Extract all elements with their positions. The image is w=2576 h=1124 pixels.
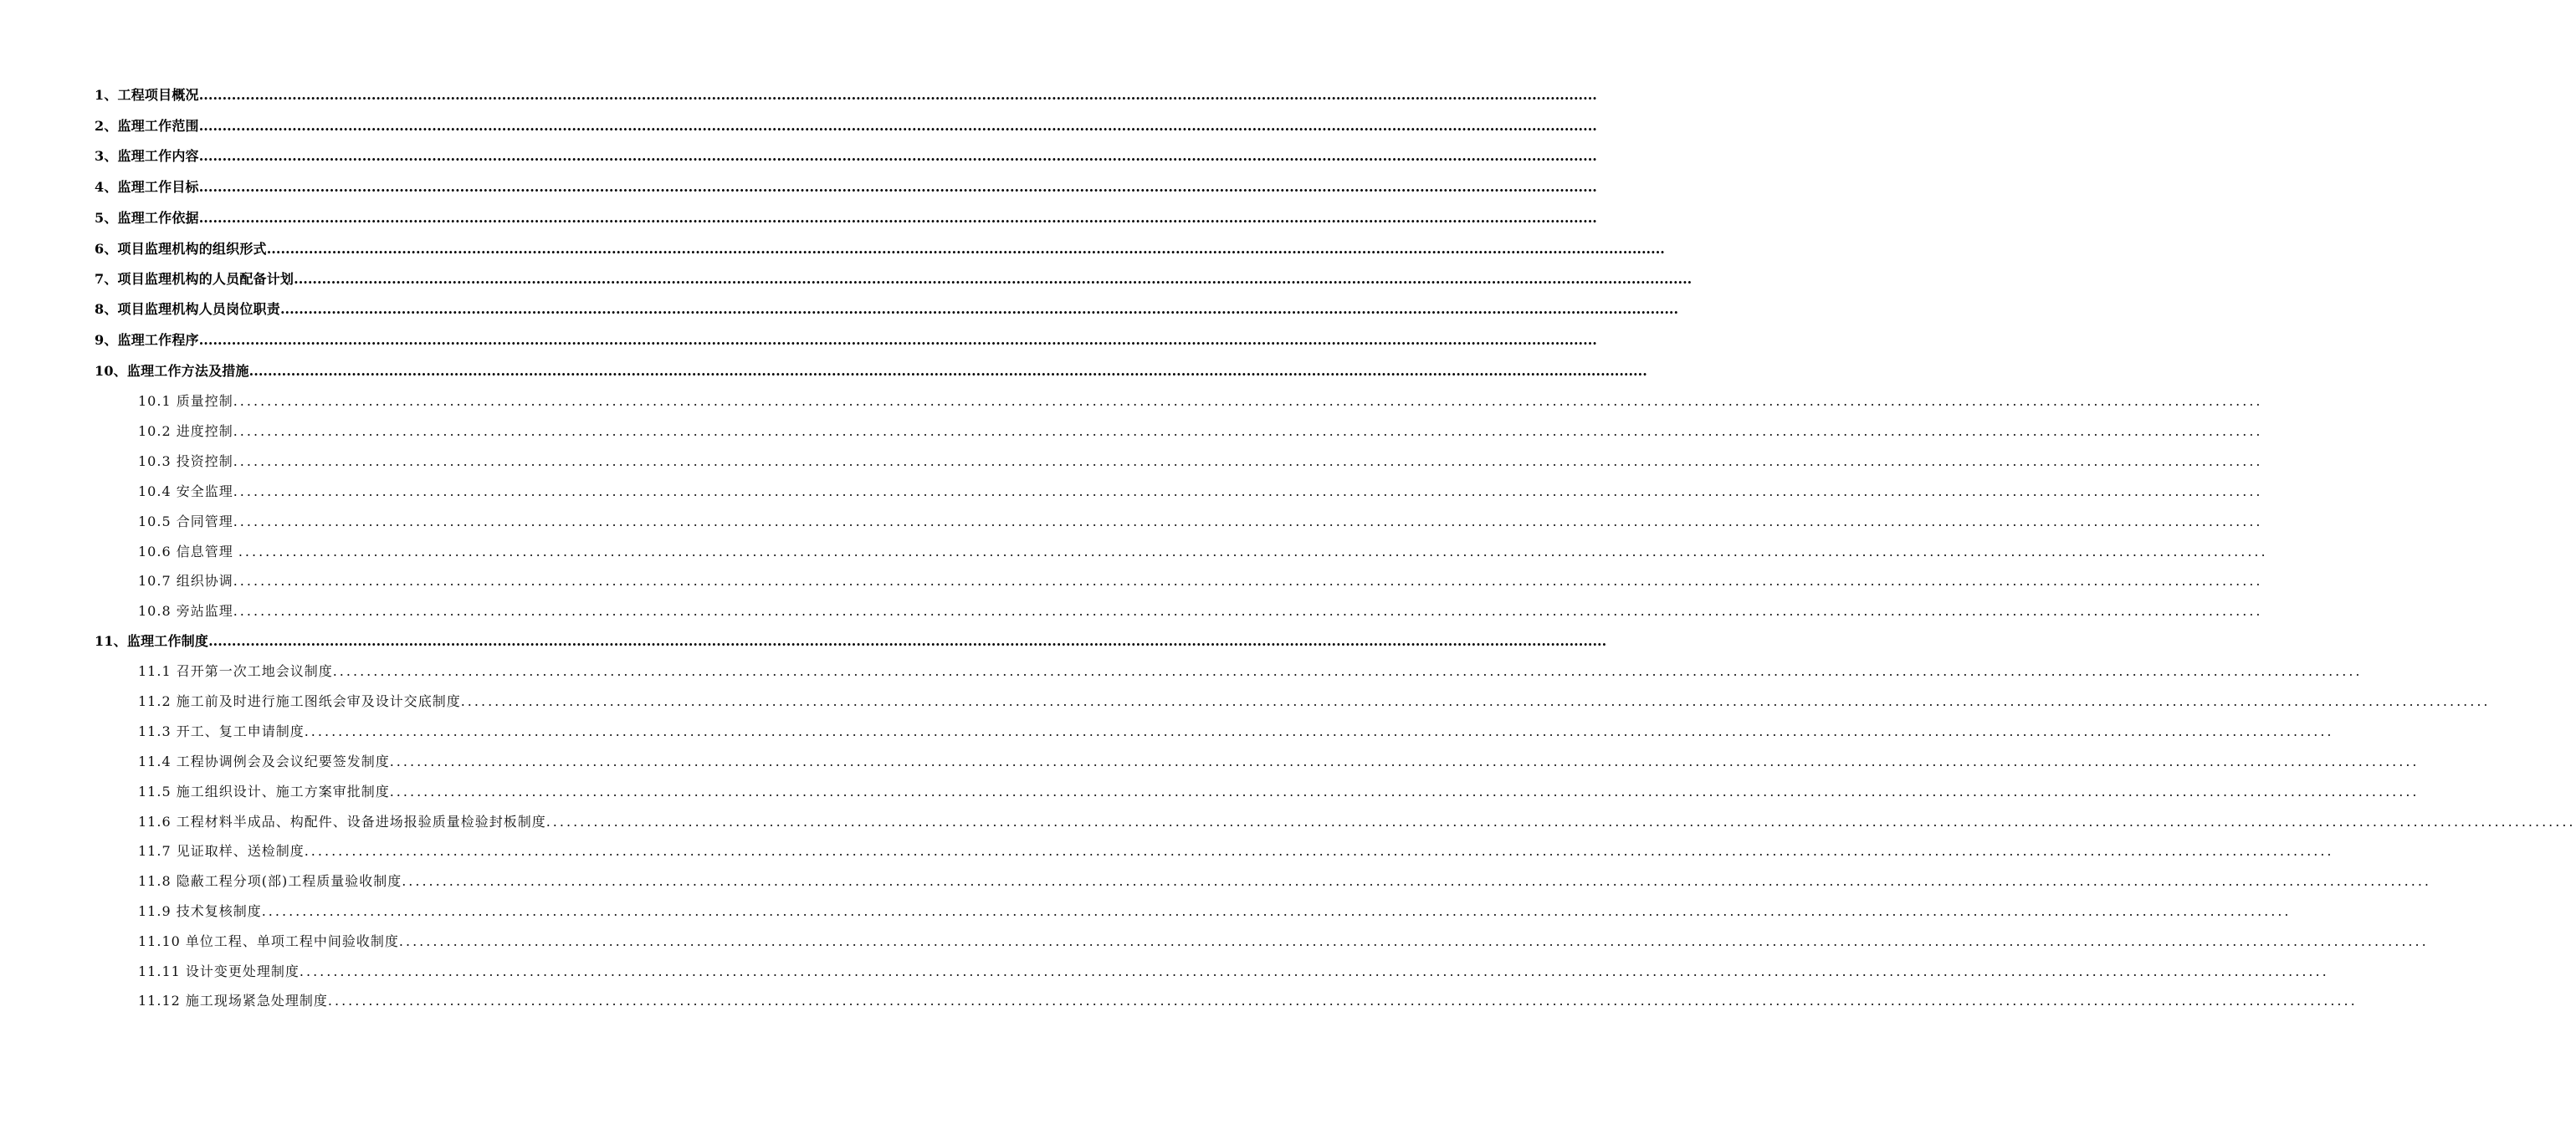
dot-leader: ............................................................................................................................................................................................................................................................................................................ <box>198 179 1597 195</box>
toc-sub-item[interactable] <box>138 961 2329 983</box>
toc-item-text: 2、监理工作范围 <box>95 118 199 134</box>
dot-leader: ............................................................................................................................................................................................................................................................................................................ <box>327 993 2358 1009</box>
toc-item-text: 10.8 旁站监理 <box>138 603 233 619</box>
toc-item-text: 11.12 施工现场紧急处理制度 <box>138 993 328 1009</box>
toc-sub-item[interactable] <box>138 481 2263 503</box>
dot-leader: ............................................................................................................................................................................................................................................................................................................ <box>233 603 2263 619</box>
toc-item-text: 10.7 组织协调 <box>138 573 233 589</box>
dot-leader: ............................................................................................................................................................................................................................................................................................................ <box>402 873 2431 889</box>
toc-item-text: 3、监理工作内容 <box>95 148 199 164</box>
toc-main-item[interactable] <box>95 631 1607 652</box>
dot-leader: ............................................................................................................................................................................................................................................................................................................ <box>398 933 2429 949</box>
toc-sub-item[interactable] <box>138 661 2363 682</box>
toc-sub-item[interactable] <box>138 840 2334 862</box>
dot-leader: ............................................................................................................................................................................................................................................................................................................ <box>233 453 2263 469</box>
toc-item-text: 10.4 安全监理 <box>138 483 233 499</box>
toc-sub-item[interactable] <box>138 871 2431 892</box>
dot-leader: ............................................................................................................................................................................................................................................................................................................ <box>460 693 2491 709</box>
toc-sub-item[interactable] <box>138 811 2576 833</box>
toc-main-item[interactable] <box>95 115 1597 137</box>
dot-leader: ............................................................................................................................................................................................................................................................................................................ <box>208 633 1607 649</box>
toc-sub-item[interactable] <box>138 751 2420 773</box>
toc-sub-item[interactable] <box>138 600 2263 622</box>
toc-main-item[interactable] <box>95 299 1679 320</box>
dot-leader: ............................................................................................................................................................................................................................................................................................................ <box>389 754 2420 769</box>
toc-item-text: 11.9 技术复核制度 <box>138 903 262 919</box>
toc-item-text: 11.7 见证取样、送检制度 <box>138 843 305 859</box>
toc-item-text: 11.6 工程材料半成品、构配件、设备进场报验质量检验封板制度 <box>138 814 546 830</box>
toc-sub-item[interactable] <box>138 541 2268 563</box>
dot-leader: ............................................................................................................................................................................................................................................................................................................ <box>198 87 1597 103</box>
toc-sub-item[interactable] <box>138 691 2491 713</box>
dot-leader: ............................................................................................................................................................................................................................................................................................................ <box>304 723 2334 739</box>
toc-item-text: 10.2 进度控制 <box>138 423 233 439</box>
toc-sub-item[interactable] <box>138 421 2263 442</box>
dot-leader: ............................................................................................................................................................................................................................................................................................................ <box>545 814 2576 830</box>
toc-item-text: 11.4 工程协调例会及会议纪要签发制度 <box>138 754 390 769</box>
toc-item-text: 5、监理工作依据 <box>95 210 199 226</box>
toc-main-item[interactable] <box>95 176 1597 198</box>
toc-main-item[interactable] <box>95 146 1597 167</box>
dot-leader: ............................................................................................................................................................................................................................................................................................................ <box>238 544 2268 559</box>
toc-main-item[interactable] <box>95 330 1597 351</box>
dot-leader: ............................................................................................................................................................................................................................................................................................................ <box>198 332 1597 348</box>
toc-main-item[interactable] <box>95 238 1665 260</box>
toc-item-text: 11.1 召开第一次工地会议制度 <box>138 663 333 679</box>
toc-item-text: 11.5 施工组织设计、施工方案审批制度 <box>138 784 390 800</box>
dot-leader: ............................................................................................................................................................................................................................................................................................................ <box>198 118 1597 134</box>
toc-item-text: 4、监理工作目标 <box>95 179 199 195</box>
dot-leader: ............................................................................................................................................................................................................................................................................................................ <box>389 784 2420 800</box>
toc-item-text: 1、工程项目概况 <box>95 87 199 103</box>
toc-item-text: 11.11 设计变更处理制度 <box>138 963 300 979</box>
dot-leader: ............................................................................................................................................................................................................................................................................................................ <box>299 963 2329 979</box>
toc-main-item[interactable] <box>95 268 1693 290</box>
dot-leader: ............................................................................................................................................................................................................................................................................................................ <box>233 393 2263 409</box>
dot-leader: ............................................................................................................................................................................................................................................................................................................ <box>332 663 2363 679</box>
toc-sub-item[interactable] <box>138 451 2263 473</box>
toc-item-text: 10.3 投资控制 <box>138 453 233 469</box>
toc-sub-item[interactable] <box>138 931 2429 953</box>
toc-item-text: 8、项目监理机构人员岗位职责 <box>95 301 280 317</box>
toc-item-text: 10.1 质量控制 <box>138 393 233 409</box>
toc-item-text: 6、项目监理机构的组织形式 <box>95 241 267 257</box>
toc-sub-item[interactable] <box>138 721 2334 743</box>
dot-leader: ............................................................................................................................................................................................................................................................................................................ <box>279 301 1679 317</box>
toc-item-text: 11.2 施工前及时进行施工图纸会审及设计交底制度 <box>138 693 461 709</box>
toc-item-text: 11.8 隐蔽工程分项(部)工程质量验收制度 <box>138 873 402 889</box>
dot-leader: ............................................................................................................................................................................................................................................................................................................ <box>261 903 2292 919</box>
toc-main-item[interactable] <box>95 360 1647 382</box>
dot-leader: ............................................................................................................................................................................................................................................................................................................ <box>266 241 1665 257</box>
dot-leader: ............................................................................................................................................................................................................................................................................................................ <box>233 423 2263 439</box>
toc-item-text: 11.10 单位工程、单项工程中间验收制度 <box>138 933 399 949</box>
toc-sub-item[interactable] <box>138 570 2263 592</box>
toc-item-text: 10、监理工作方法及措施 <box>95 363 249 379</box>
toc-main-item[interactable] <box>95 207 1597 229</box>
toc-sub-item[interactable] <box>138 391 2263 412</box>
toc-sub-item[interactable] <box>138 901 2292 922</box>
dot-leader: ............................................................................................................................................................................................................................................................................................................ <box>233 513 2263 529</box>
dot-leader: ............................................................................................................................................................................................................................................................................................................ <box>198 148 1597 164</box>
toc-item-text: 11、监理工作制度 <box>95 633 209 649</box>
toc-item-text: 11.3 开工、复工申请制度 <box>138 723 305 739</box>
toc-item-text: 10.5 合同管理 <box>138 513 233 529</box>
toc-main-item[interactable] <box>95 84 1597 106</box>
dot-leader: ............................................................................................................................................................................................................................................................................................................ <box>248 363 1647 379</box>
toc-sub-item[interactable] <box>138 781 2420 803</box>
toc-item-text: 10.6 信息管理 <box>138 544 238 559</box>
dot-leader: ............................................................................................................................................................................................................................................................................................................ <box>304 843 2334 859</box>
toc-item-text: 7、项目监理机构的人员配备计划 <box>95 271 294 287</box>
dot-leader: ............................................................................................................................................................................................................................................................................................................ <box>294 271 1693 287</box>
dot-leader: ............................................................................................................................................................................................................................................................................................................ <box>233 573 2263 589</box>
toc-item-text: 9、监理工作程序 <box>95 332 199 348</box>
toc-sub-item[interactable] <box>138 511 2263 533</box>
toc-sub-item[interactable] <box>138 990 2358 1012</box>
dot-leader: ............................................................................................................................................................................................................................................................................................................ <box>233 483 2263 499</box>
dot-leader: ............................................................................................................................................................................................................................................................................................................ <box>198 210 1597 226</box>
